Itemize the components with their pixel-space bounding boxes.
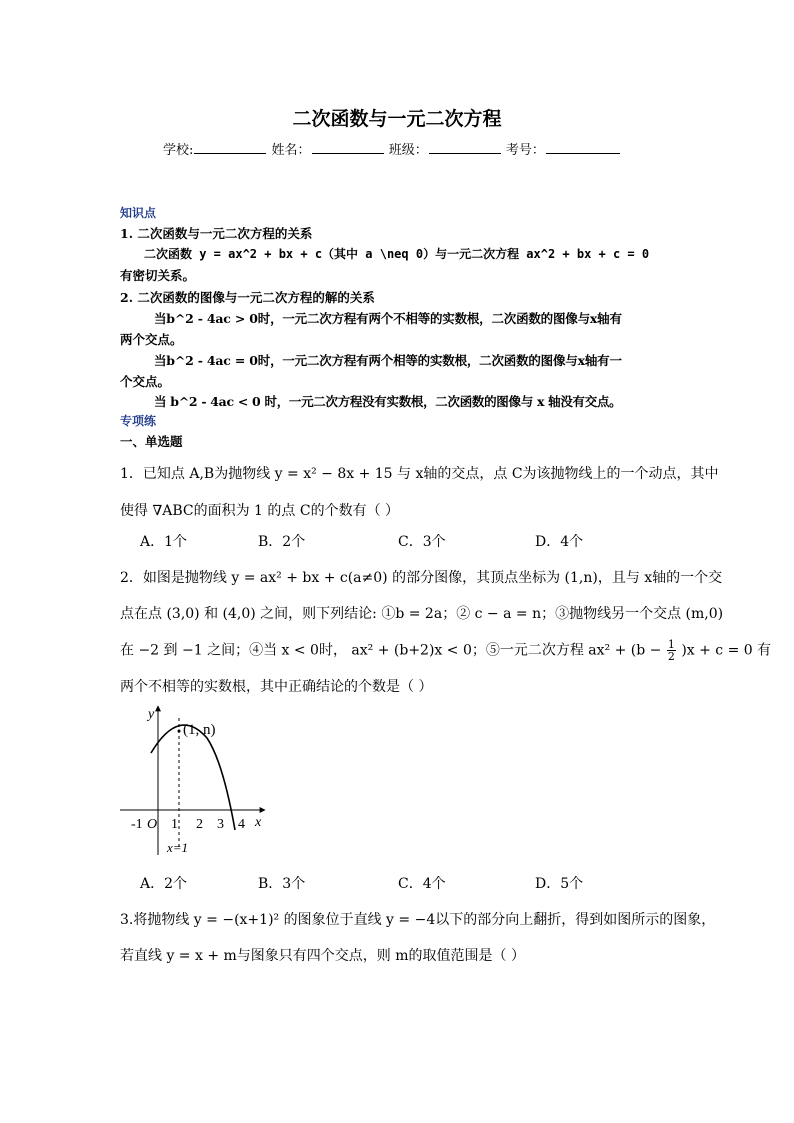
symmetry-axis-label: x=1 xyxy=(167,840,189,855)
tick-label-1: 1 xyxy=(171,817,178,832)
question-2-line-3-b: )x + c = 0 有 xyxy=(681,642,772,659)
question-1-line-2: 使得 ∇ABC的面积为 1 的点 C的个数有（ ） xyxy=(120,503,400,519)
tick-label-2: 2 xyxy=(196,817,203,832)
parabola-graph xyxy=(115,700,275,862)
q2-option-d: D．5个 xyxy=(535,876,584,892)
number-blank xyxy=(546,139,620,154)
x-axis-label: x xyxy=(255,815,262,830)
question-3-line-2: 若直线 y = x + m与图象只有四个交点，则 m的取值范围是（ ） xyxy=(120,948,525,964)
origin-label: O xyxy=(147,817,158,832)
knowledge-point-1-title: 1. 二次函数与一元二次方程的关系 xyxy=(120,226,313,241)
number-label: 考号： xyxy=(505,143,545,158)
question-1-line-1: 1．已知点 A,B为抛物线 y = x² − 8x + 15 与 x轴的交点，点 C为该抛物线上的一个动点，其中 xyxy=(120,466,719,482)
knowledge-case-1: 当b^2 - 4ac > 0时，一元二次方程有两个不相等的实数根，二次函数的图像与x轴有 xyxy=(154,311,622,326)
name-label: 姓名： xyxy=(271,143,311,158)
parabola-curve xyxy=(151,725,235,830)
q1-option-c: C．3个 xyxy=(398,534,446,550)
school-blank xyxy=(194,139,266,154)
vertex-point xyxy=(178,730,181,733)
class-label: 班级： xyxy=(388,143,428,158)
q1-option-d: D．4个 xyxy=(535,534,584,550)
knowledge-case-2: 当b^2 - 4ac = 0时，一元二次方程有两个相等的实数根，二次函数的图像与x轴有一 xyxy=(154,353,622,368)
knowledge-case-3: 当 b^2 - 4ac < 0 时，一元二次方程没有实数根，二次函数的图像与 x 轴没有交点。 xyxy=(154,394,622,409)
name-blank xyxy=(312,139,384,154)
knowledge-case-2-cont: 个交点。 xyxy=(120,374,171,389)
question-2-line-2: 点在点 (3,0) 和 (4,0) 之间，则下列结论: ①b = 2a；② c − a = n；③抛物线另一个交点 (m,0) xyxy=(120,606,724,622)
practice-heading: 专项练 xyxy=(120,414,157,428)
knowledge-point-2-title: 2. 二次函数的图像与一元二次方程的解的关系 xyxy=(120,290,375,305)
fraction-one-half xyxy=(667,639,676,662)
tick-label-minus-1: -1 xyxy=(131,817,143,832)
fraction-denominator: 2 xyxy=(667,650,675,663)
y-axis-label: y xyxy=(148,707,155,722)
q1-option-a: A．1个 xyxy=(140,534,188,550)
fraction-numerator: 1 xyxy=(667,638,675,651)
q2-option-a: A．2个 xyxy=(140,876,188,892)
section-single-choice: 一、单选题 xyxy=(120,434,183,449)
question-2-line-3-a: 在 −2 到 −1 之间；④当 x < 0时， ax² + (b+2)x < 0；⑤一元二次方程 ax² + (b − xyxy=(120,642,662,659)
q2-option-c: C．4个 xyxy=(398,876,446,892)
page-title: 二次函数与一元二次方程 xyxy=(292,108,502,130)
knowledge-point-1-text-cont: 有密切关系。 xyxy=(120,268,196,283)
question-2-line-4: 两个不相等的实数根，其中正确结论的个数是（ ） xyxy=(120,679,433,695)
knowledge-heading: 知识点 xyxy=(120,206,157,220)
school-label: 学校: xyxy=(163,143,194,158)
vertex-label: (1, n) xyxy=(183,722,216,738)
knowledge-point-1-text: 二次函数 y = ax^2 + bx + c（其中 a \neq 0）与一元二次方程 ax^2 + bx + c = 0 xyxy=(144,247,650,261)
class-blank xyxy=(429,139,501,154)
student-info-line xyxy=(163,139,621,158)
q1-option-b: B．2个 xyxy=(258,534,306,550)
tick-label-4: 4 xyxy=(238,817,245,832)
question-3-line-1: 3.将抛物线 y = −(x+1)² 的图象位于直线 y = −4以下的部分向上翻折，得到如图所示的图象， xyxy=(120,912,716,928)
question-2-line-1: 2．如图是抛物线 y = ax² + bx + c(a≠0) 的部分图像，其顶点坐标为 (1,n)，且与 x轴的一个交 xyxy=(120,570,723,586)
knowledge-case-1-cont: 两个交点。 xyxy=(120,332,183,347)
question-2-line-3 xyxy=(120,639,771,662)
q2-option-b: B．3个 xyxy=(258,876,306,892)
tick-label-3: 3 xyxy=(217,817,224,832)
